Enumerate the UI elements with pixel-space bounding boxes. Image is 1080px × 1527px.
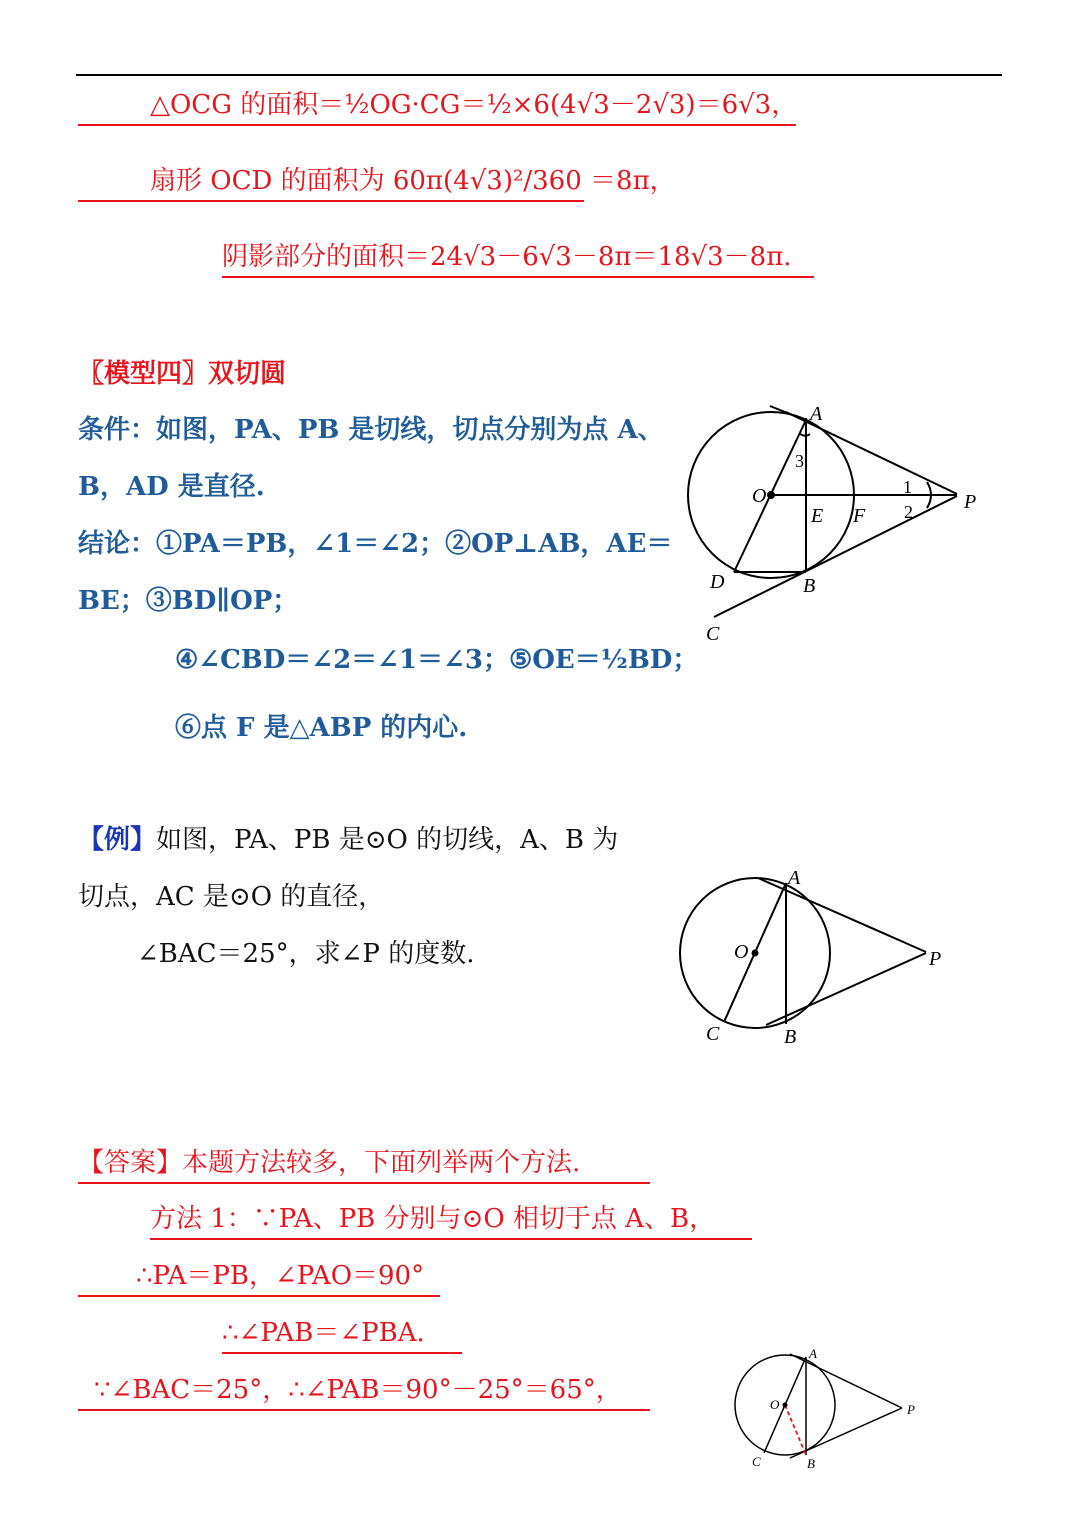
label-1: 1 xyxy=(903,477,912,497)
model-conclusion-line2: BE；③BD∥OP； xyxy=(78,586,299,616)
model-conclusion-line4: ⑥点 F 是△ABP 的内心. xyxy=(175,713,468,743)
answer-line5: ∵∠BAC＝25°，∴∠PAB＝90°－25°＝65°， xyxy=(78,1373,650,1411)
fig3-label-b: B xyxy=(807,1456,815,1471)
fig2-label-p: P xyxy=(929,948,942,970)
fig3-label-p: P xyxy=(907,1402,915,1417)
label-f: F xyxy=(853,505,866,527)
label-c: C xyxy=(706,623,720,645)
fig3-label-c: C xyxy=(752,1454,761,1469)
fig3-tangent-pb xyxy=(790,1408,902,1458)
solution-area-sector: 扇形 OCD 的面积为 60π(4√3)²/360 ＝8π， xyxy=(78,164,584,202)
label-e: E xyxy=(811,505,824,527)
answer-line3: ∴PA＝PB，∠PAO＝90° xyxy=(78,1259,440,1297)
example-text-1: 如图，PA、PB 是⊙O 的切线，A、B 为 xyxy=(156,825,619,855)
example-tag: 【例】 xyxy=(78,825,157,855)
fig3-label-o: O xyxy=(770,1397,780,1412)
model-conclusion-line1: 结论：①PA＝PB，∠1＝∠2；②OP⊥AB，AE＝ xyxy=(78,529,673,559)
label-3: 3 xyxy=(795,451,804,471)
fig3-tangent-pa xyxy=(790,1354,902,1408)
solution-area-ocg: △OCG 的面积＝½OG·CG＝½×6(4√3－2√3)＝6√3， xyxy=(78,88,796,126)
label-2: 2 xyxy=(904,502,913,522)
example-line3: ∠BAC＝25°，求∠P 的度数. xyxy=(137,939,475,969)
label-d: D xyxy=(710,571,725,593)
model-title: 〖模型四〗双切圆 xyxy=(78,359,287,389)
label-p: P xyxy=(964,491,977,513)
example-line2: 切点，AC 是⊙O 的直径， xyxy=(78,882,385,912)
fig2-label-a: A xyxy=(788,867,801,889)
label-a: A xyxy=(810,403,823,425)
label-o: O xyxy=(752,485,767,507)
fig2-label-o: O xyxy=(734,941,749,963)
answer-line4: ∴∠PAB＝∠PBA. xyxy=(222,1316,462,1354)
fig2-label-c: C xyxy=(706,1023,720,1045)
model-conclusion-line3: ④∠CBD＝∠2＝∠1＝∠3；⑤OE＝½BD； xyxy=(175,645,699,675)
label-b: B xyxy=(803,575,816,597)
model-condition-line2: B，AD 是直径. xyxy=(78,472,265,502)
answer-line1: 【答案】本题方法较多，下面列举两个方法. xyxy=(78,1146,650,1184)
fig3-label-a: A xyxy=(809,1346,817,1361)
model-condition-line1: 条件：如图，PA、PB 是切线，切点分别为点 A、 xyxy=(78,415,664,445)
fig2-label-b: B xyxy=(784,1026,797,1048)
solution-shaded-area: 阴影部分的面积＝24√3－6√3－8π＝18√3－8π. xyxy=(222,240,814,278)
fig3-dashed-ob xyxy=(785,1405,806,1455)
answer-line2: 方法 1：∵PA、PB 分别与⊙O 相切于点 A、B， xyxy=(150,1202,752,1240)
fig3-center-dot xyxy=(783,1403,788,1408)
